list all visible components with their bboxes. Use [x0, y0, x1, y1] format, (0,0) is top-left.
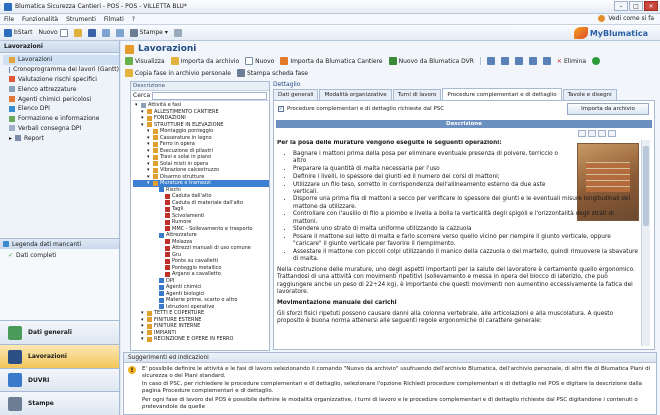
worker-icon — [8, 350, 22, 364]
new-file-icon — [60, 29, 68, 37]
elimina-button[interactable]: ✕ Elimina — [556, 57, 587, 65]
tree-expander-icon[interactable]: ▾ — [141, 108, 144, 115]
document-icon — [9, 125, 15, 131]
warning-icon: ! — [128, 366, 136, 374]
tree-item-label: IMPIANTI — [154, 329, 176, 336]
tree-node-icon — [165, 246, 170, 251]
warning-icon — [9, 76, 15, 82]
tree-node-icon — [165, 272, 170, 277]
tab-tavole-disegni[interactable]: Tavole e disegni — [563, 89, 617, 100]
suggestions-panel — [123, 352, 657, 415]
move-down-icon[interactable] — [501, 57, 509, 65]
detail-tabs — [273, 89, 655, 100]
nav-lavorazioni[interactable]: Lavorazioni — [0, 344, 119, 368]
search-input[interactable] — [152, 92, 267, 100]
stampa-scheda-button[interactable]: Stampa scheda fase — [237, 69, 308, 77]
title-bar — [0, 0, 660, 14]
suggestion-line-2: In caso di PSC, per richiedere le procedure complementari e di dettaglio, selezionare l'opzione Richiedi procedure complementari e di dettaglio nel POS e digitare la descrizione dalla pagina Procedure complementari e di dettaglio. — [142, 380, 643, 394]
legend-panel — [0, 238, 119, 328]
tree-node-icon — [153, 129, 158, 134]
tree-node-icon — [153, 174, 158, 179]
tree-item-label: Gru — [172, 251, 182, 258]
tree-item-label: Casserature in legno — [160, 134, 212, 141]
main-toolbar — [0, 25, 660, 41]
tree-node-icon — [153, 161, 158, 166]
tree-node-icon — [153, 148, 158, 153]
tab-modalita-organizzative[interactable]: Modalità organizzative — [319, 89, 391, 100]
search-row — [131, 91, 269, 101]
psc-checkbox-label: Procedure complementari e di dettaglio richieste dal PSC — [287, 106, 445, 112]
legend-item: ✓ Dati completi — [8, 252, 57, 259]
description-header: Descrizione — [276, 120, 652, 128]
list-icon[interactable] — [598, 130, 606, 137]
dvr-icon — [389, 57, 397, 65]
move-up-icon[interactable] — [487, 57, 495, 65]
doc-heading-2: Movimentazione manuale dei carichi — [277, 300, 397, 307]
book-icon — [9, 116, 15, 122]
importa-archivio-button[interactable]: Importa da archivio — [171, 57, 240, 65]
doc-paragraph-2: Gli sforzi fisici ripetuti possono causare danni alla colonna vertebrale, alle articolazioni e alla muscolatura. A questo proposito è buona norma attenersi alle seguenti regole ergonomiche di carattere generale: — [277, 311, 614, 325]
tree-node-icon — [159, 187, 164, 192]
nav-duvri[interactable]: DUVRI — [0, 368, 119, 391]
bstart-button[interactable]: bStart — [4, 29, 32, 37]
printer-icon — [130, 29, 138, 37]
tree-expander-icon[interactable]: ▾ — [147, 147, 150, 154]
import-archive-button[interactable]: Importa da archivio — [567, 103, 649, 115]
paste-icon[interactable] — [543, 57, 551, 65]
tree-node-icon — [147, 122, 152, 127]
check-icon: ✓ — [8, 252, 14, 259]
vedi-come-si-fa-link[interactable]: Vedi come si fa — [608, 15, 654, 22]
cantiere-icon — [280, 57, 288, 65]
tree-node-icon — [141, 103, 146, 108]
tree-expander-icon[interactable]: ▾ — [147, 173, 150, 180]
sidebar-item-formazione[interactable]: Formazione e informazione — [3, 114, 119, 124]
view-icon — [125, 57, 133, 65]
chemical-icon — [9, 96, 15, 102]
tree-node-icon — [153, 142, 158, 147]
helmet-icon — [9, 106, 15, 112]
tree-item-label: Attrezzature — [166, 232, 197, 238]
undo-icon[interactable] — [102, 29, 110, 37]
window-title: Blumatica Sicurezza Cantieri - POS - POS - VILLETTA BLU* — [15, 3, 187, 10]
refresh-icon[interactable] — [592, 57, 600, 65]
tree-node-icon — [165, 265, 170, 270]
help-icon — [598, 15, 605, 22]
sidebar-item-dpi[interactable]: Elenco DPI — [3, 104, 119, 114]
scrollbar-thumb[interactable] — [643, 146, 649, 226]
tree-expander-icon[interactable]: ▾ — [135, 102, 138, 108]
sidebar-item-verbali[interactable]: Verbali consegna DPI — [3, 124, 119, 134]
tree-expander-icon[interactable]: ▾ — [147, 167, 150, 173]
minimize-button[interactable]: – — [614, 1, 628, 11]
menu-bar — [0, 14, 660, 25]
tree-expander-icon[interactable]: ▾ — [147, 134, 150, 141]
sidebar-item-lavorazioni[interactable]: Lavorazioni — [3, 55, 119, 65]
chevron-down-icon: ▾ — [164, 29, 168, 36]
tree-item-label: Solai misti in opera — [160, 160, 209, 167]
tree-expander-icon[interactable]: ▾ — [147, 180, 150, 186]
app-icon — [4, 3, 12, 11]
tree-node-icon — [165, 239, 170, 244]
sidebar-item-agenti-chimici[interactable]: Agenti chimici pericolosi — [3, 94, 119, 104]
importa-cantiere-button[interactable]: Importa da Blumatica Cantiere — [280, 57, 382, 65]
bstart-icon — [4, 29, 12, 37]
tree-expander-icon[interactable]: ▾ — [141, 329, 144, 336]
sidebar-item-report[interactable]: ▸ Report — [9, 134, 44, 142]
menu-file[interactable]: File — [4, 15, 15, 23]
tab-procedure-complementari[interactable]: Procedure complementari e di dettaglio — [442, 88, 561, 100]
tree-expander-icon[interactable]: ▾ — [141, 323, 144, 329]
stampe-button[interactable]: Stampe ▾ — [130, 29, 168, 37]
tree-node-icon — [159, 233, 164, 238]
legend-header: Legenda dati mancanti — [0, 239, 119, 249]
tree-item-label: FINITURE ESTERNE — [154, 316, 202, 323]
search-label: Cerca — [133, 92, 151, 99]
tree-node-icon — [159, 304, 164, 309]
tree-node-icon — [165, 252, 170, 257]
page-title: Lavorazioni — [125, 43, 196, 55]
doc-intro: Per la posa delle murature vengono eseguite le seguenti operazioni: — [277, 140, 502, 146]
close-button[interactable]: ✕ — [644, 1, 658, 11]
tree-item-label: RECINZIONE E OPERE IN FERRO — [154, 336, 234, 342]
tree-item-label: FONDAZIONI — [154, 115, 186, 121]
nuovo-dvr-button[interactable]: Nuovo da Blumatica DVR — [389, 57, 474, 65]
expand-editor-icon[interactable] — [608, 130, 616, 137]
cut-icon[interactable] — [529, 57, 537, 65]
tree-item-label: Montaggio ponteggio — [160, 128, 214, 134]
tree-node-icon — [159, 285, 164, 290]
copia-fase-button[interactable]: Copia fase in archivio personale — [125, 69, 231, 77]
settings-icon[interactable] — [174, 29, 182, 37]
tree-node-icon — [165, 226, 170, 231]
tree-node-icon — [165, 200, 170, 205]
tree-expander-icon[interactable]: ▾ — [141, 121, 144, 128]
tree-item-label: Tagli — [172, 206, 184, 212]
tree-item-label: Rischi — [166, 186, 181, 193]
copy-archive-icon — [125, 69, 133, 77]
bold-icon[interactable] — [578, 130, 586, 137]
sidebar-item-rischi[interactable]: Valutazione rischi specifici — [3, 75, 119, 85]
tree-header: Descrizione — [131, 82, 269, 91]
tree-item-label: Agenti chimici — [166, 284, 202, 290]
nuovo-button[interactable]: Nuovo — [245, 57, 274, 65]
tree-item-label: Rumore — [172, 219, 192, 225]
print-sheet-icon — [237, 69, 245, 77]
tree-expander-icon[interactable]: ▾ — [147, 154, 150, 160]
tree-item-label: Caduta di materiale dall'alto — [172, 199, 244, 206]
tree-node-icon — [147, 324, 152, 329]
psc-checkbox-row[interactable] — [278, 106, 444, 112]
report-icon — [15, 135, 21, 141]
tree-item-label: Istruzioni operative — [166, 303, 215, 310]
sidebar-item-gantt[interactable]: Cronoprogramma dei lavori (Gantt) — [3, 65, 119, 75]
lavorazioni-icon — [125, 45, 134, 54]
tree-item-label: Argano a cavalletto — [172, 271, 221, 277]
tree-expander-icon[interactable]: ▾ — [147, 128, 150, 134]
suggestion-line-3: Per ogni fase di lavoro del POS è possibile definire le modalità organizzative, i turni di lavoro e le procedure complementari e di dettaglio richieste dal PSC digitandone i contenuti o prelevandole da quelle — [142, 397, 638, 411]
archive-icon — [171, 57, 179, 65]
tree-item-label: Materie prime, scarto o altro — [166, 297, 238, 303]
tree-node-icon — [153, 168, 158, 173]
new-button[interactable]: Nuovo — [38, 29, 67, 37]
tree-item-label: ALLESTIMENTO CANTIERE — [154, 108, 219, 115]
tree-item-label: Caduta dall'alto — [172, 193, 212, 199]
tree-node-icon — [147, 109, 152, 114]
nav-dati-generali[interactable]: Dati generali — [0, 320, 119, 344]
gantt-icon — [9, 67, 10, 73]
sidebar-title: Lavorazioni — [0, 41, 119, 53]
folder-icon — [9, 57, 15, 63]
tree-expander-icon[interactable]: ▾ — [141, 310, 144, 316]
tree-item-label: Murature e tramezzi — [160, 180, 211, 186]
tree-item-label: TETTI E COPERTURE — [154, 310, 205, 316]
tree-expander-icon[interactable]: ▾ — [141, 336, 144, 342]
tree-item-label: DPI — [166, 277, 175, 284]
tree-expander-icon[interactable]: ▾ — [141, 316, 144, 323]
tree-item-label: Attività e fasi — [148, 102, 182, 108]
description-document — [277, 140, 639, 345]
tree-node-icon — [159, 291, 164, 296]
tree-node-icon — [153, 181, 158, 186]
doc-paragraph-1: Nella costruzione delle murature, uno degli aspetti importanti per la salute del lavoratore è certamente quello ergonomico. Trattandosi di una attività con movimenti ripetitivi (sollevamento e messa in opera del blocco di laterizio, che può raggiungere anche un peso di 22÷24 kg), è importante che questi movimenti non aumentino eccessivamente la fatica del lavoratore. — [277, 267, 635, 295]
tree-item-label: Attrezzi manuali di uso comune — [172, 245, 251, 251]
tree-item-label: FINITURE INTERNE — [154, 323, 201, 329]
tree-node-icon — [165, 207, 170, 212]
tree-item-label: Vibrazione calcestruzzo — [160, 167, 220, 173]
tree-node-icon — [147, 337, 152, 342]
tree-node-icon — [147, 311, 152, 316]
tree-node-icon — [153, 155, 158, 160]
blumatica-logo-icon — [574, 27, 588, 39]
tab-turni-lavoro[interactable]: Turni di lavoro — [393, 89, 442, 100]
tree-node-icon — [153, 135, 158, 140]
doc-scrollbar[interactable] — [641, 140, 650, 346]
action-bar — [125, 56, 655, 78]
tree-node-icon — [147, 116, 152, 121]
tree-node-icon — [165, 259, 170, 264]
print-icon — [8, 397, 22, 411]
open-folder-icon[interactable] — [74, 29, 82, 37]
tree-expander-icon[interactable]: ▾ — [147, 141, 150, 147]
menu-funzionalita[interactable]: Funzionalità — [22, 15, 59, 23]
sidebar-item-attrezzature[interactable]: Elenco attrezzature — [3, 84, 119, 94]
tree-item-label: Scivolamenti — [172, 212, 205, 219]
duvri-icon — [8, 373, 22, 387]
save-icon[interactable] — [88, 29, 96, 37]
tree-item-label: STRUTTURE IN ELEVAZIONE — [154, 121, 224, 128]
menu-filmati[interactable]: Filmati — [103, 15, 124, 23]
nav-stampe[interactable]: Stampe — [0, 391, 119, 415]
tree-item-label: Agenti biologici — [166, 290, 205, 297]
tree-expander-icon[interactable]: ▾ — [141, 115, 144, 121]
tree-node-icon — [165, 220, 170, 225]
redo-icon[interactable] — [116, 29, 124, 37]
tree-expander-icon[interactable]: ▾ — [147, 160, 150, 167]
tree-item-label: Travi e solai in piano — [160, 154, 212, 160]
copy-icon[interactable] — [515, 57, 523, 65]
fase-label: Dettaglio — [273, 81, 301, 88]
visualizza-button[interactable]: Visualizza — [125, 57, 165, 65]
tree-item[interactable] — [133, 336, 269, 343]
tree-item-label: Ponte su cavalletti — [172, 258, 219, 264]
maximize-button[interactable]: □ — [629, 1, 643, 11]
suggestions-title: Suggerimenti ed indicazioni — [124, 353, 656, 363]
editor-tools — [578, 130, 616, 137]
tree-node-icon — [147, 317, 152, 322]
sidebar-list — [0, 53, 119, 143]
tree-node-icon — [147, 330, 152, 335]
activity-tree — [130, 81, 270, 351]
info-icon — [3, 241, 9, 247]
tree-item-label: Molazza — [172, 238, 193, 245]
tree-item-label: Ponteggio metallico — [172, 264, 222, 271]
italic-icon[interactable] — [588, 130, 596, 137]
tree-node-icon — [165, 194, 170, 199]
tree-node-icon — [159, 298, 164, 303]
tree-item-label: MMC - Sollevamento e trasporto — [172, 225, 253, 232]
expand-icon: ▸ — [9, 134, 13, 142]
tools-icon — [9, 86, 15, 92]
tree-item-label: Disarmo strutture — [160, 173, 205, 180]
menu-strumenti[interactable]: Strumenti — [66, 15, 96, 23]
tree-item-label: Ferro in opera — [160, 141, 195, 147]
brand-logo: MyBlumatica — [574, 27, 648, 39]
tree-node-icon — [165, 213, 170, 218]
new-icon — [245, 57, 253, 65]
doc-bullets: • Bagnare i mattoni prima della posa per eliminare eventuale presenza di polvere, terriccio o altro • Preparare la quantità di malta necessaria per l'uso • Definire i livelli, lo spessore dei giunti ed il numero dei corsi di mattoni; • Utilizzare un filo teso, sorretto in corrispondenza dell'allineamento esterno da due aste verticali. • Disporre una prima fila di mattoni a secco per verificare lo spessore dei giunti e le eventuali misure longitudinali del mattone da utilizzare. • Controllare con l'ausilio di filo a piombo e livella a bolla la verticalità degli spigoli e l'orizzontalità degli strati di mattoni. • Stendere uno strato di malta uniforme utilizzando la cazzuola • Posare il mattone sul letto di malta e farlo scorrere verso quello vicino per riempire il giunto verticale, oppure "caricare" il giunto verticale per favorire il riempimento. • Assestare il mattone con piccoli colpi utilizzando il manico della cazzuola o del martello, quindi rimuovere la sbavature di malta. — [277, 151, 639, 263]
tree-item-label: Esecuzione di pilastri — [160, 147, 213, 154]
menu-help[interactable]: ? — [131, 15, 135, 23]
delete-icon: ✕ — [556, 57, 562, 65]
suggestion-line-1: E' possibile definire le attività e le fasi di lavoro selezionando il comando "Nuovo da archivio" usufruendo dell'archivio Blumatica, dell'archivio personale, di altri file di Blumatica Piani di sicurezza o dei Piani standard. — [142, 366, 651, 380]
dati-generali-icon — [8, 326, 22, 340]
psc-checkbox[interactable]: ✓ — [278, 106, 284, 112]
tree-node-icon — [159, 278, 164, 283]
tab-dati-generali[interactable]: Dati generali — [273, 89, 318, 100]
